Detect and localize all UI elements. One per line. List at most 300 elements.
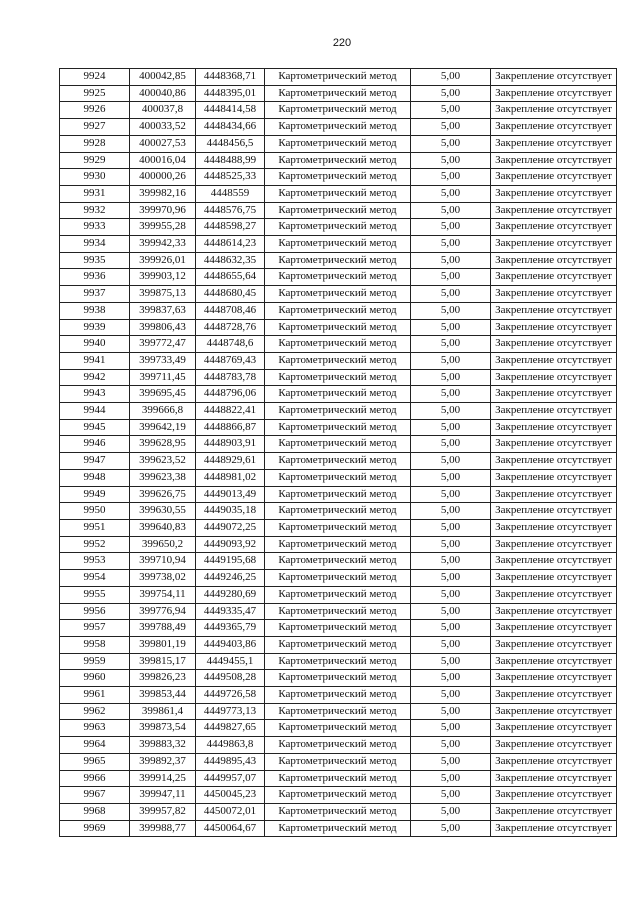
method-cell: Картометрический метод bbox=[265, 670, 411, 687]
y-coordinate-cell: 4448434,66 bbox=[196, 119, 265, 136]
accuracy-cell: 5,00 bbox=[411, 519, 491, 536]
method-cell: Картометрический метод bbox=[265, 352, 411, 369]
point-number-cell: 9925 bbox=[60, 85, 130, 102]
x-coordinate-cell: 399628,95 bbox=[130, 436, 196, 453]
x-coordinate-cell: 400042,85 bbox=[130, 69, 196, 86]
x-coordinate-cell: 399806,43 bbox=[130, 319, 196, 336]
point-number-cell: 9929 bbox=[60, 152, 130, 169]
table-row bbox=[60, 636, 617, 653]
y-coordinate-cell: 4449403,86 bbox=[196, 636, 265, 653]
fixation-cell: Закрепление отсутствует bbox=[491, 636, 617, 653]
table-row bbox=[60, 352, 617, 369]
method-cell: Картометрический метод bbox=[265, 753, 411, 770]
y-coordinate-cell: 4448903,91 bbox=[196, 436, 265, 453]
x-coordinate-cell: 399642,19 bbox=[130, 419, 196, 436]
y-coordinate-cell: 4449093,92 bbox=[196, 536, 265, 553]
accuracy-cell: 5,00 bbox=[411, 386, 491, 403]
accuracy-cell: 5,00 bbox=[411, 536, 491, 553]
point-number-cell: 9927 bbox=[60, 119, 130, 136]
fixation-cell: Закрепление отсутствует bbox=[491, 403, 617, 420]
x-coordinate-cell: 399738,02 bbox=[130, 570, 196, 587]
accuracy-cell: 5,00 bbox=[411, 135, 491, 152]
point-number-cell: 9956 bbox=[60, 603, 130, 620]
x-coordinate-cell: 399623,52 bbox=[130, 453, 196, 470]
y-coordinate-cell: 4448632,35 bbox=[196, 252, 265, 269]
y-coordinate-cell: 4448769,43 bbox=[196, 352, 265, 369]
method-cell: Картометрический метод bbox=[265, 703, 411, 720]
y-coordinate-cell: 4449335,47 bbox=[196, 603, 265, 620]
y-coordinate-cell: 4449035,18 bbox=[196, 503, 265, 520]
fixation-cell: Закрепление отсутствует bbox=[491, 753, 617, 770]
table-row bbox=[60, 302, 617, 319]
table-row bbox=[60, 803, 617, 820]
fixation-cell: Закрепление отсутствует bbox=[491, 603, 617, 620]
fixation-cell: Закрепление отсутствует bbox=[491, 319, 617, 336]
accuracy-cell: 5,00 bbox=[411, 787, 491, 804]
table-row bbox=[60, 687, 617, 704]
fixation-cell: Закрепление отсутствует bbox=[491, 503, 617, 520]
table-row bbox=[60, 269, 617, 286]
table-row bbox=[60, 319, 617, 336]
x-coordinate-cell: 399873,54 bbox=[130, 720, 196, 737]
table-row bbox=[60, 236, 617, 253]
fixation-cell: Закрепление отсутствует bbox=[491, 352, 617, 369]
table-row bbox=[60, 570, 617, 587]
method-cell: Картометрический метод bbox=[265, 636, 411, 653]
y-coordinate-cell: 4449957,07 bbox=[196, 770, 265, 787]
method-cell: Картометрический метод bbox=[265, 369, 411, 386]
table-row bbox=[60, 436, 617, 453]
x-coordinate-cell: 399666,8 bbox=[130, 403, 196, 420]
point-number-cell: 9957 bbox=[60, 620, 130, 637]
method-cell: Картометрический метод bbox=[265, 820, 411, 837]
y-coordinate-cell: 4449508,28 bbox=[196, 670, 265, 687]
point-number-cell: 9952 bbox=[60, 536, 130, 553]
accuracy-cell: 5,00 bbox=[411, 737, 491, 754]
fixation-cell: Закрепление отсутствует bbox=[491, 687, 617, 704]
y-coordinate-cell: 4448368,71 bbox=[196, 69, 265, 86]
accuracy-cell: 5,00 bbox=[411, 603, 491, 620]
method-cell: Картометрический метод bbox=[265, 135, 411, 152]
point-number-cell: 9966 bbox=[60, 770, 130, 787]
method-cell: Картометрический метод bbox=[265, 620, 411, 637]
point-number-cell: 9944 bbox=[60, 403, 130, 420]
accuracy-cell: 5,00 bbox=[411, 486, 491, 503]
y-coordinate-cell: 4448559 bbox=[196, 185, 265, 202]
accuracy-cell: 5,00 bbox=[411, 820, 491, 837]
x-coordinate-cell: 399711,45 bbox=[130, 369, 196, 386]
method-cell: Картометрический метод bbox=[265, 252, 411, 269]
point-number-cell: 9953 bbox=[60, 553, 130, 570]
point-number-cell: 9949 bbox=[60, 486, 130, 503]
method-cell: Картометрический метод bbox=[265, 469, 411, 486]
fixation-cell: Закрепление отсутствует bbox=[491, 185, 617, 202]
y-coordinate-cell: 4449895,43 bbox=[196, 753, 265, 770]
method-cell: Картометрический метод bbox=[265, 269, 411, 286]
method-cell: Картометрический метод bbox=[265, 403, 411, 420]
fixation-cell: Закрепление отсутствует bbox=[491, 269, 617, 286]
method-cell: Картометрический метод bbox=[265, 436, 411, 453]
x-coordinate-cell: 399955,28 bbox=[130, 219, 196, 236]
fixation-cell: Закрепление отсутствует bbox=[491, 252, 617, 269]
table-row bbox=[60, 69, 617, 86]
x-coordinate-cell: 399957,82 bbox=[130, 803, 196, 820]
point-number-cell: 9955 bbox=[60, 586, 130, 603]
y-coordinate-cell: 4449246,25 bbox=[196, 570, 265, 587]
y-coordinate-cell: 4449072,25 bbox=[196, 519, 265, 536]
method-cell: Картометрический метод bbox=[265, 286, 411, 303]
accuracy-cell: 5,00 bbox=[411, 687, 491, 704]
point-number-cell: 9926 bbox=[60, 102, 130, 119]
accuracy-cell: 5,00 bbox=[411, 69, 491, 86]
y-coordinate-cell: 4448456,5 bbox=[196, 135, 265, 152]
point-number-cell: 9941 bbox=[60, 352, 130, 369]
table-row bbox=[60, 403, 617, 420]
table-row bbox=[60, 770, 617, 787]
accuracy-cell: 5,00 bbox=[411, 219, 491, 236]
method-cell: Картометрический метод bbox=[265, 486, 411, 503]
table-row bbox=[60, 737, 617, 754]
fixation-cell: Закрепление отсутствует bbox=[491, 302, 617, 319]
accuracy-cell: 5,00 bbox=[411, 803, 491, 820]
x-coordinate-cell: 400040,86 bbox=[130, 85, 196, 102]
fixation-cell: Закрепление отсутствует bbox=[491, 820, 617, 837]
coordinates-table bbox=[59, 68, 617, 837]
point-number-cell: 9940 bbox=[60, 336, 130, 353]
point-number-cell: 9943 bbox=[60, 386, 130, 403]
table-row bbox=[60, 185, 617, 202]
fixation-cell: Закрепление отсутствует bbox=[491, 737, 617, 754]
accuracy-cell: 5,00 bbox=[411, 369, 491, 386]
fixation-cell: Закрепление отсутствует bbox=[491, 787, 617, 804]
table-row bbox=[60, 152, 617, 169]
table-row bbox=[60, 787, 617, 804]
accuracy-cell: 5,00 bbox=[411, 670, 491, 687]
x-coordinate-cell: 399630,55 bbox=[130, 503, 196, 520]
table-row bbox=[60, 119, 617, 136]
accuracy-cell: 5,00 bbox=[411, 185, 491, 202]
y-coordinate-cell: 4448614,23 bbox=[196, 236, 265, 253]
fixation-cell: Закрепление отсутствует bbox=[491, 653, 617, 670]
x-coordinate-cell: 399815,17 bbox=[130, 653, 196, 670]
table-row bbox=[60, 286, 617, 303]
point-number-cell: 9928 bbox=[60, 135, 130, 152]
fixation-cell: Закрепление отсутствует bbox=[491, 453, 617, 470]
method-cell: Картометрический метод bbox=[265, 302, 411, 319]
fixation-cell: Закрепление отсутствует bbox=[491, 236, 617, 253]
fixation-cell: Закрепление отсутствует bbox=[491, 135, 617, 152]
method-cell: Картометрический метод bbox=[265, 536, 411, 553]
fixation-cell: Закрепление отсутствует bbox=[491, 85, 617, 102]
table-row bbox=[60, 469, 617, 486]
y-coordinate-cell: 4448680,45 bbox=[196, 286, 265, 303]
point-number-cell: 9936 bbox=[60, 269, 130, 286]
accuracy-cell: 5,00 bbox=[411, 653, 491, 670]
table-row bbox=[60, 620, 617, 637]
fixation-cell: Закрепление отсутствует bbox=[491, 770, 617, 787]
accuracy-cell: 5,00 bbox=[411, 770, 491, 787]
y-coordinate-cell: 4449280,69 bbox=[196, 586, 265, 603]
x-coordinate-cell: 399892,37 bbox=[130, 753, 196, 770]
fixation-cell: Закрепление отсутствует bbox=[491, 570, 617, 587]
point-number-cell: 9934 bbox=[60, 236, 130, 253]
table-row bbox=[60, 603, 617, 620]
x-coordinate-cell: 399970,96 bbox=[130, 202, 196, 219]
accuracy-cell: 5,00 bbox=[411, 636, 491, 653]
point-number-cell: 9951 bbox=[60, 519, 130, 536]
method-cell: Картометрический метод bbox=[265, 803, 411, 820]
x-coordinate-cell: 399710,94 bbox=[130, 553, 196, 570]
point-number-cell: 9960 bbox=[60, 670, 130, 687]
method-cell: Картометрический метод bbox=[265, 202, 411, 219]
method-cell: Картометрический метод bbox=[265, 737, 411, 754]
table-row bbox=[60, 753, 617, 770]
method-cell: Картометрический метод bbox=[265, 336, 411, 353]
y-coordinate-cell: 4448655,64 bbox=[196, 269, 265, 286]
y-coordinate-cell: 4448525,33 bbox=[196, 169, 265, 186]
accuracy-cell: 5,00 bbox=[411, 152, 491, 169]
x-coordinate-cell: 399988,77 bbox=[130, 820, 196, 837]
x-coordinate-cell: 399903,12 bbox=[130, 269, 196, 286]
method-cell: Картометрический метод bbox=[265, 219, 411, 236]
table-row bbox=[60, 386, 617, 403]
point-number-cell: 9968 bbox=[60, 803, 130, 820]
point-number-cell: 9931 bbox=[60, 185, 130, 202]
method-cell: Картометрический метод bbox=[265, 653, 411, 670]
method-cell: Картометрический метод bbox=[265, 419, 411, 436]
x-coordinate-cell: 399947,11 bbox=[130, 787, 196, 804]
table-row bbox=[60, 419, 617, 436]
fixation-cell: Закрепление отсутствует bbox=[491, 202, 617, 219]
method-cell: Картометрический метод bbox=[265, 69, 411, 86]
method-cell: Картометрический метод bbox=[265, 553, 411, 570]
x-coordinate-cell: 399695,45 bbox=[130, 386, 196, 403]
fixation-cell: Закрепление отсутствует bbox=[491, 219, 617, 236]
x-coordinate-cell: 399837,63 bbox=[130, 302, 196, 319]
table-body bbox=[60, 69, 617, 837]
method-cell: Картометрический метод bbox=[265, 185, 411, 202]
fixation-cell: Закрепление отсутствует bbox=[491, 419, 617, 436]
point-number-cell: 9937 bbox=[60, 286, 130, 303]
x-coordinate-cell: 399942,33 bbox=[130, 236, 196, 253]
y-coordinate-cell: 4448728,76 bbox=[196, 319, 265, 336]
accuracy-cell: 5,00 bbox=[411, 620, 491, 637]
fixation-cell: Закрепление отсутствует bbox=[491, 386, 617, 403]
accuracy-cell: 5,00 bbox=[411, 352, 491, 369]
point-number-cell: 9946 bbox=[60, 436, 130, 453]
y-coordinate-cell: 4448748,6 bbox=[196, 336, 265, 353]
point-number-cell: 9958 bbox=[60, 636, 130, 653]
method-cell: Картометрический метод bbox=[265, 85, 411, 102]
point-number-cell: 9963 bbox=[60, 720, 130, 737]
fixation-cell: Закрепление отсутствует bbox=[491, 670, 617, 687]
y-coordinate-cell: 4448822,41 bbox=[196, 403, 265, 420]
table-row bbox=[60, 519, 617, 536]
point-number-cell: 9939 bbox=[60, 319, 130, 336]
table-row bbox=[60, 135, 617, 152]
fixation-cell: Закрепление отсутствует bbox=[491, 69, 617, 86]
y-coordinate-cell: 4448576,75 bbox=[196, 202, 265, 219]
accuracy-cell: 5,00 bbox=[411, 419, 491, 436]
accuracy-cell: 5,00 bbox=[411, 336, 491, 353]
point-number-cell: 9930 bbox=[60, 169, 130, 186]
fixation-cell: Закрепление отсутствует bbox=[491, 286, 617, 303]
fixation-cell: Закрепление отсутствует bbox=[491, 703, 617, 720]
point-number-cell: 9933 bbox=[60, 219, 130, 236]
point-number-cell: 9964 bbox=[60, 737, 130, 754]
point-number-cell: 9938 bbox=[60, 302, 130, 319]
y-coordinate-cell: 4448488,99 bbox=[196, 152, 265, 169]
method-cell: Картометрический метод bbox=[265, 169, 411, 186]
accuracy-cell: 5,00 bbox=[411, 252, 491, 269]
x-coordinate-cell: 400037,8 bbox=[130, 102, 196, 119]
y-coordinate-cell: 4448796,06 bbox=[196, 386, 265, 403]
point-number-cell: 9965 bbox=[60, 753, 130, 770]
x-coordinate-cell: 399788,49 bbox=[130, 620, 196, 637]
fixation-cell: Закрепление отсутствует bbox=[491, 436, 617, 453]
fixation-cell: Закрепление отсутствует bbox=[491, 469, 617, 486]
fixation-cell: Закрепление отсутствует bbox=[491, 369, 617, 386]
table-row bbox=[60, 453, 617, 470]
accuracy-cell: 5,00 bbox=[411, 720, 491, 737]
point-number-cell: 9924 bbox=[60, 69, 130, 86]
point-number-cell: 9942 bbox=[60, 369, 130, 386]
x-coordinate-cell: 400016,04 bbox=[130, 152, 196, 169]
point-number-cell: 9954 bbox=[60, 570, 130, 587]
y-coordinate-cell: 4448981,02 bbox=[196, 469, 265, 486]
method-cell: Картометрический метод bbox=[265, 519, 411, 536]
table-row bbox=[60, 202, 617, 219]
x-coordinate-cell: 399776,94 bbox=[130, 603, 196, 620]
y-coordinate-cell: 4448783,78 bbox=[196, 369, 265, 386]
y-coordinate-cell: 4448395,01 bbox=[196, 85, 265, 102]
table-row bbox=[60, 219, 617, 236]
table-row bbox=[60, 486, 617, 503]
x-coordinate-cell: 399650,2 bbox=[130, 536, 196, 553]
point-number-cell: 9961 bbox=[60, 687, 130, 704]
method-cell: Картометрический метод bbox=[265, 720, 411, 737]
fixation-cell: Закрепление отсутствует bbox=[491, 102, 617, 119]
method-cell: Картометрический метод bbox=[265, 687, 411, 704]
accuracy-cell: 5,00 bbox=[411, 119, 491, 136]
table-row bbox=[60, 503, 617, 520]
method-cell: Картометрический метод bbox=[265, 152, 411, 169]
table-row bbox=[60, 369, 617, 386]
accuracy-cell: 5,00 bbox=[411, 286, 491, 303]
y-coordinate-cell: 4449013,49 bbox=[196, 486, 265, 503]
method-cell: Картометрический метод bbox=[265, 386, 411, 403]
y-coordinate-cell: 4449726,58 bbox=[196, 687, 265, 704]
x-coordinate-cell: 399626,75 bbox=[130, 486, 196, 503]
method-cell: Картометрический метод bbox=[265, 319, 411, 336]
y-coordinate-cell: 4450045,23 bbox=[196, 787, 265, 804]
point-number-cell: 9959 bbox=[60, 653, 130, 670]
y-coordinate-cell: 4449773,13 bbox=[196, 703, 265, 720]
fixation-cell: Закрепление отсутствует bbox=[491, 519, 617, 536]
fixation-cell: Закрепление отсутствует bbox=[491, 620, 617, 637]
x-coordinate-cell: 399875,13 bbox=[130, 286, 196, 303]
accuracy-cell: 5,00 bbox=[411, 302, 491, 319]
y-coordinate-cell: 4449827,65 bbox=[196, 720, 265, 737]
fixation-cell: Закрепление отсутствует bbox=[491, 486, 617, 503]
y-coordinate-cell: 4450064,67 bbox=[196, 820, 265, 837]
fixation-cell: Закрепление отсутствует bbox=[491, 803, 617, 820]
fixation-cell: Закрепление отсутствует bbox=[491, 169, 617, 186]
point-number-cell: 9935 bbox=[60, 252, 130, 269]
accuracy-cell: 5,00 bbox=[411, 169, 491, 186]
table-row bbox=[60, 252, 617, 269]
x-coordinate-cell: 399801,19 bbox=[130, 636, 196, 653]
table-row bbox=[60, 703, 617, 720]
fixation-cell: Закрепление отсутствует bbox=[491, 152, 617, 169]
accuracy-cell: 5,00 bbox=[411, 553, 491, 570]
table-row bbox=[60, 653, 617, 670]
y-coordinate-cell: 4449863,8 bbox=[196, 737, 265, 754]
x-coordinate-cell: 399861,4 bbox=[130, 703, 196, 720]
y-coordinate-cell: 4448866,87 bbox=[196, 419, 265, 436]
accuracy-cell: 5,00 bbox=[411, 236, 491, 253]
y-coordinate-cell: 4448929,61 bbox=[196, 453, 265, 470]
method-cell: Картометрический метод bbox=[265, 102, 411, 119]
x-coordinate-cell: 399754,11 bbox=[130, 586, 196, 603]
point-number-cell: 9950 bbox=[60, 503, 130, 520]
table-row bbox=[60, 670, 617, 687]
x-coordinate-cell: 399883,32 bbox=[130, 737, 196, 754]
y-coordinate-cell: 4449195,68 bbox=[196, 553, 265, 570]
accuracy-cell: 5,00 bbox=[411, 586, 491, 603]
method-cell: Картометрический метод bbox=[265, 453, 411, 470]
point-number-cell: 9948 bbox=[60, 469, 130, 486]
method-cell: Картометрический метод bbox=[265, 586, 411, 603]
fixation-cell: Закрепление отсутствует bbox=[491, 586, 617, 603]
x-coordinate-cell: 399914,25 bbox=[130, 770, 196, 787]
accuracy-cell: 5,00 bbox=[411, 403, 491, 420]
page-number: 220 bbox=[332, 37, 352, 49]
method-cell: Картометрический метод bbox=[265, 570, 411, 587]
table-row bbox=[60, 820, 617, 837]
point-number-cell: 9969 bbox=[60, 820, 130, 837]
table-row bbox=[60, 553, 617, 570]
y-coordinate-cell: 4449365,79 bbox=[196, 620, 265, 637]
x-coordinate-cell: 399826,23 bbox=[130, 670, 196, 687]
accuracy-cell: 5,00 bbox=[411, 436, 491, 453]
method-cell: Картометрический метод bbox=[265, 236, 411, 253]
method-cell: Картометрический метод bbox=[265, 119, 411, 136]
accuracy-cell: 5,00 bbox=[411, 703, 491, 720]
fixation-cell: Закрепление отсутствует bbox=[491, 720, 617, 737]
x-coordinate-cell: 400027,53 bbox=[130, 135, 196, 152]
accuracy-cell: 5,00 bbox=[411, 269, 491, 286]
point-number-cell: 9945 bbox=[60, 419, 130, 436]
accuracy-cell: 5,00 bbox=[411, 570, 491, 587]
fixation-cell: Закрепление отсутствует bbox=[491, 119, 617, 136]
x-coordinate-cell: 399982,16 bbox=[130, 185, 196, 202]
x-coordinate-cell: 400000,26 bbox=[130, 169, 196, 186]
x-coordinate-cell: 399733,49 bbox=[130, 352, 196, 369]
x-coordinate-cell: 399853,44 bbox=[130, 687, 196, 704]
fixation-cell: Закрепление отсутствует bbox=[491, 336, 617, 353]
table-row bbox=[60, 586, 617, 603]
accuracy-cell: 5,00 bbox=[411, 753, 491, 770]
y-coordinate-cell: 4449455,1 bbox=[196, 653, 265, 670]
accuracy-cell: 5,00 bbox=[411, 85, 491, 102]
accuracy-cell: 5,00 bbox=[411, 319, 491, 336]
y-coordinate-cell: 4448598,27 bbox=[196, 219, 265, 236]
method-cell: Картометрический метод bbox=[265, 603, 411, 620]
table-row bbox=[60, 536, 617, 553]
point-number-cell: 9962 bbox=[60, 703, 130, 720]
y-coordinate-cell: 4450072,01 bbox=[196, 803, 265, 820]
